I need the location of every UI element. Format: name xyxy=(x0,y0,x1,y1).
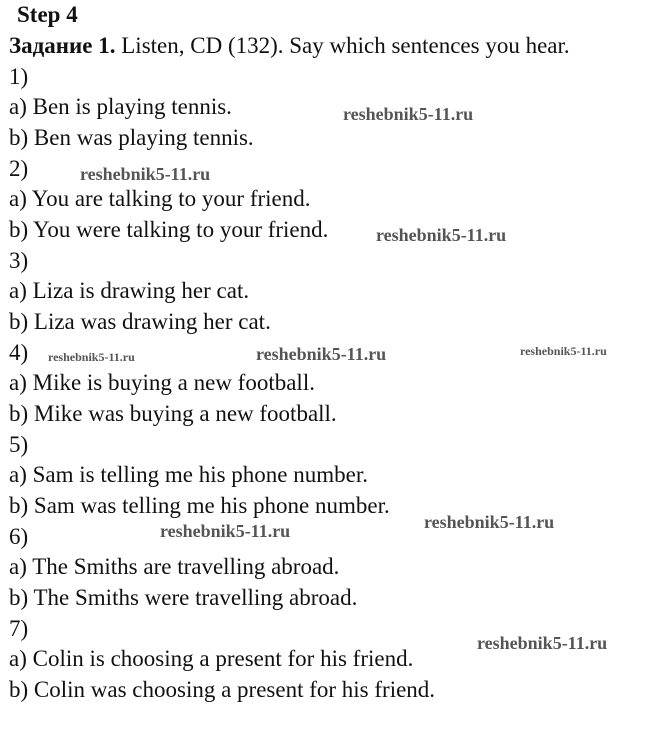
item-6-option-a: a) The Smiths are travelling abroad. xyxy=(9,554,340,579)
watermark: reshebnik5-11.ru xyxy=(256,344,387,364)
watermark: reshebnik5-11.ru xyxy=(343,104,474,124)
item-7-number: 7) xyxy=(9,616,29,641)
item-3-option-a: a) Liza is drawing her cat. xyxy=(9,278,250,303)
watermark: reshebnik5-11.ru xyxy=(48,350,135,364)
item-3-option-b: b) Liza was drawing her cat. xyxy=(9,309,271,334)
item-1-number: 1) xyxy=(9,64,29,89)
item-1-option-a: a) Ben is playing tennis. xyxy=(9,94,232,119)
item-6-option-b: b) The Smiths were travelling abroad. xyxy=(9,585,358,610)
item-4-option-a: a) Mike is buying a new football. xyxy=(9,370,315,395)
item-7-option-a: a) Colin is choosing a present for his friend. xyxy=(9,646,414,671)
item-4-option-b: b) Mike was buying a new football. xyxy=(9,401,337,426)
item-1-option-b: b) Ben was playing tennis. xyxy=(9,125,254,150)
watermark: reshebnik5-11.ru xyxy=(477,633,608,653)
watermark: reshebnik5-11.ru xyxy=(520,344,607,358)
item-5-number: 5) xyxy=(9,432,29,457)
item-6-number: 6) xyxy=(9,524,29,549)
item-2-option-b: b) You were talking to your friend. xyxy=(9,217,329,242)
task-label: Задание 1. xyxy=(9,33,116,58)
watermark: reshebnik5-11.ru xyxy=(160,521,291,541)
item-4-number: 4) xyxy=(9,340,29,365)
step-heading: Step 4 xyxy=(17,2,78,27)
item-2-number: 2) xyxy=(9,156,29,181)
item-2-option-a: a) You are talking to your friend. xyxy=(9,186,311,211)
item-5-option-a: a) Sam is telling me his phone number. xyxy=(9,462,369,487)
item-3-number: 3) xyxy=(9,248,29,273)
item-5-option-b: b) Sam was telling me his phone number. xyxy=(9,493,390,518)
watermark: reshebnik5-11.ru xyxy=(80,164,211,184)
task-instruction xyxy=(9,33,570,59)
watermark: reshebnik5-11.ru xyxy=(424,512,555,532)
task-text: Listen, CD (132). Say which sentences you hear. xyxy=(115,33,570,58)
watermark: reshebnik5-11.ru xyxy=(376,225,507,245)
item-7-option-b: b) Colin was choosing a present for his friend. xyxy=(9,677,436,702)
